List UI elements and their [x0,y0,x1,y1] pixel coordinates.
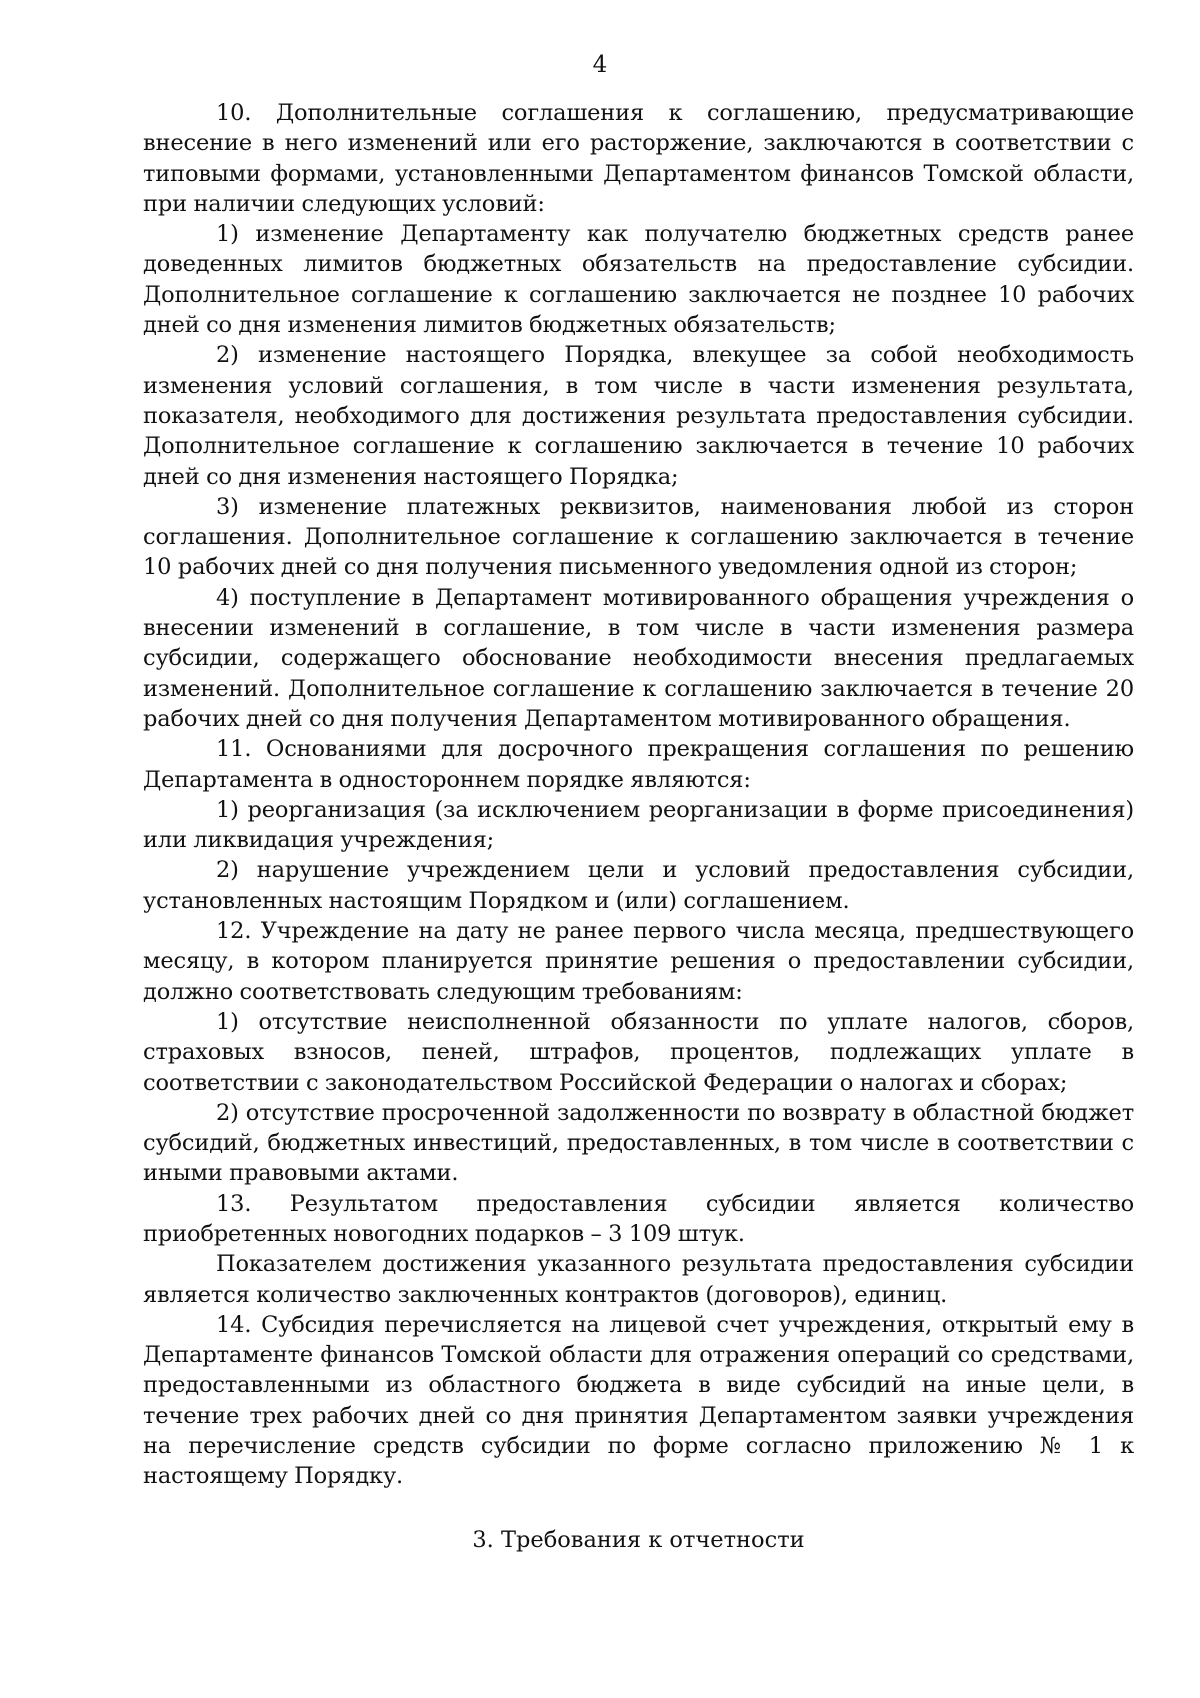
paragraph-10-item-3: 3) изменение платежных реквизитов, наименования любой из сторон соглашения. Дополнительное соглашение к соглашению заключается в течение 10 рабочих дней со дня получения письменного уведомления одной из сторон; [143,493,1134,581]
section-heading: 3. Требования к отчетности [472,1527,805,1553]
paragraph-13-indicator: Показателем достижения указанного результата предоставления субсидии является количество заключенных контрактов (договоров), единиц. [143,1251,1134,1308]
paragraph-10: 10. Дополнительные соглашения к соглашению, предусматривающие внесение в него изменений или его расторжение, заключаются в соответствии с типовыми формами, установленными Департаментом финансов Томской области, при наличии следующих условий: [143,100,1134,217]
paragraph-10-item-4: 4) поступление в Департамент мотивированного обращения учреждения о внесении изменений в соглашение, в том числе в части изменения размера субсидии, содержащего обоснование необходимости внесения предлагаемых изменений. Дополнительное соглашение к соглашению заключается в течение 20 рабочих дней со дня получения Департаментом мотивированного обращения. [143,584,1134,732]
paragraph-11-item-1: 1) реорганизация (за исключением реорганизации в форме присоединения) или ликвидация учреждения; [143,796,1134,854]
paragraph-12-item-1: 1) отсутствие неисполненной обязанности по уплате налогов, сборов, страховых взносов, пеней, штрафов, процентов, подлежащих уплате в соответствии с законодательством Российской Федерации о налогах и сборах; [143,1008,1134,1096]
paragraph-12: 12. Учреждение на дату не ранее первого числа месяца, предшествующего месяцу, в котором планируется принятие решения о предоставлении субсидии, должно соответствовать следующим требованиям: [143,918,1134,1005]
paragraph-10-item-2: 2) изменение настоящего Порядка, влекущее за собой необходимость изменения условий соглашения, в том числе в части изменения результата, показателя, необходимого для достижения результата предоставления субсидии. Дополнительное соглашение к соглашению заключается в течение 10 рабочих дней со дня изменения настоящего Порядка; [143,342,1134,490]
document-body [143,98,1134,1492]
paragraph-10-item-1: 1) изменение Департаменту как получателю бюджетных средств ранее доведенных лимитов бюджетных обязательств на предоставление субсидии. Дополнительное соглашение к соглашению заключается не позднее 10 рабочих дней со дня изменения лимитов бюджетных обязательств; [143,221,1134,339]
paragraph-14: 14. Субсидия перечисляется на лицевой счет учреждения, открытый ему в Департаменте финансов Томской области для отражения операций со средствами, предоставленными из областного бюджета в виде субсидий на иные цели, в течение трех рабочих дней со дня принятия Департаментом заявки учреждения на перечисление средств субсидии по форме согласно приложению № 1 к настоящему Порядку. [143,1311,1134,1490]
paragraph-12-item-2: 2) отсутствие просроченной задолженности по возврату в областной бюджет субсидий, бюджетных инвестиций, предоставленных, в том числе в соответствии с иными правовыми актами. [143,1099,1134,1187]
paragraph-11: 11. Основаниями для досрочного прекращения соглашения по решению Департамента в одностороннем порядке являются: [143,736,1134,793]
paragraph-13: 13. Результатом предоставления субсидии является количество приобретенных новогодних подарков – 3 109 штук. [143,1190,1134,1247]
paragraph-11-item-2: 2) нарушение учреждением цели и условий предоставления субсидии, установленных настоящим Порядком и (или) соглашением. [143,857,1134,914]
page-number: 4 [592,52,608,78]
